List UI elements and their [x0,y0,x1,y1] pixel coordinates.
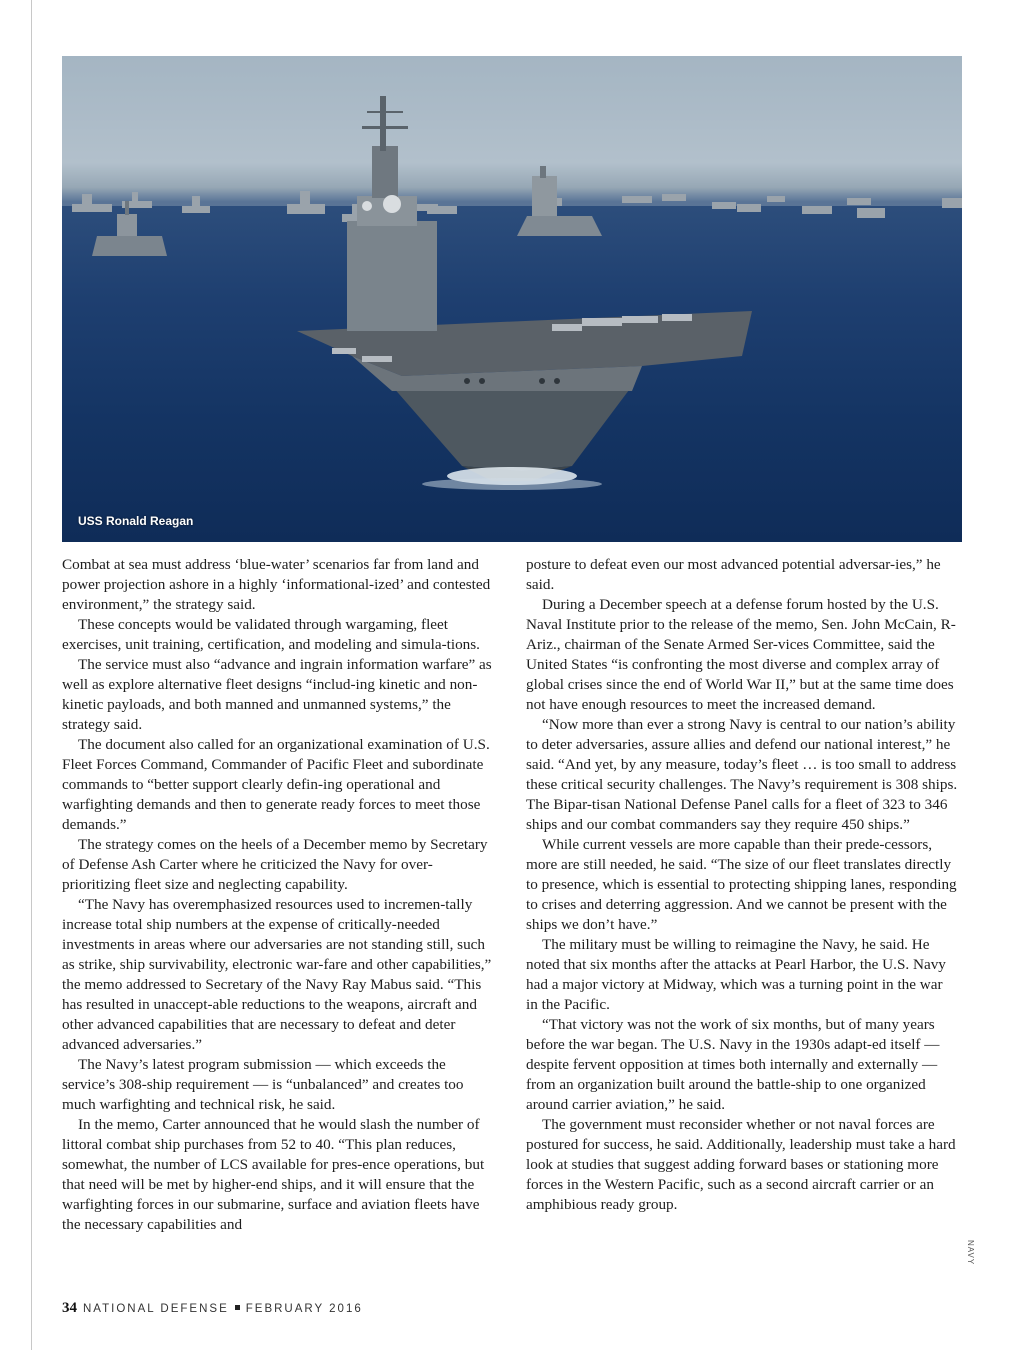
paragraph: The military must be willing to reimagine the Navy, he said. He noted that six months after the attacks at Pearl Harbor, the U.S. Navy had a major victory at Midway, which was a turning point in the war in the Pacific. [526,936,946,1013]
paragraph: “The Navy has overemphasized resources used to incremen-tally increase total ship numbers at the expense of critically-needed investments in areas where our adversaries are not standing still, such as strike, ship survivability, electronic war-fare and other capabilities,” the memo addressed to Secretary of the Navy Ray Mabus said. “This has resulted in unaccept-able reductions to the weapons, aircraft and other advanced capabilities that are necessary to defeat and deter advanced adversaries.” [62,896,492,1053]
page-number: 34 [62,1300,77,1316]
paragraph: The service must also “advance and ingrain information warfare” as well as explore alternative fleet designs “includ-ing kinetic and non-kinetic payloads, and both manned and unmanned systems,” the strategy said. [62,656,492,733]
right-column [526,555,958,1215]
paragraph: The document also called for an organizational examination of U.S. Fleet Forces Command, Commander of Pacific Fleet and subordinate commands to “better support clearly defin-ing operational and warfighting demands and then to generate ready forces to meet those demands.” [62,736,490,833]
paragraph: The strategy comes on the heels of a December memo by Secretary of Defense Ash Carter where he criticized the Navy for over-prioritizing fleet size and neglecting capability. [62,836,488,893]
paragraph: While current vessels are more capable than their prede-cessors, more are still needed, he said. “The size of our fleet translates directly to presence, which is essential to protecting shipping lanes, responding to crises and deterring aggression. And we cannot be present with the ships we don’t have.” [526,836,957,933]
carrier-photo [62,56,962,542]
carrier-illustration [62,56,962,542]
paragraph: In the memo, Carter announced that he would slash the number of littoral combat ship purchases from 52 to 40. “This plan reduces, somewhat, the number of LCS available for pres-ence operations, but that need will be met by higher-end ships, and it will ensure that the warfighting forces in our submarine, surface and aviation fleets have the necessary capabilities and [62,1116,485,1233]
publication-name: NATIONAL DEFENSE [83,1303,229,1315]
paragraph: “That victory was not the work of six months, but of many years before the war began. The U.S. Navy in the 1930s adapt-ed itself — despite fervent opposition at times both internally and externally — from an organization built around the battle-ship to one organized around carrier aviation,” he said. [526,1016,940,1113]
paragraph: The government must reconsider whether or not naval forces are postured for success, he said. Additionally, leadership must take a hard look at studies that suggest adding forward bases or stationing more forces in the Western Pacific, such as a second aircraft carrier or an amphibious ready group. [526,1116,956,1213]
page-edge-rule [31,0,32,1350]
paragraph: These concepts would be validated through wargaming, fleet exercises, unit training, certification, and modeling and simula-tions. [62,616,480,653]
paragraph: posture to defeat even our most advanced potential adversar-ies,” he said. [526,556,941,593]
photo-credit: NAVY [966,1240,975,1266]
paragraph: Combat at sea must address ‘blue-water’ scenarios far from land and power projection ashore in a highly ‘informational-ized’ and contested environment,” the strategy said. [62,556,491,613]
paragraph: During a December speech at a defense forum hosted by the U.S. Naval Institute prior to the release of the memo, Sen. John McCain, R-Ariz., chairman of the Senate Armed Ser-vices Committee, said the United States “is confronting the most diverse and complex array of global crises since the end of World War II,” but at the same time does not have enough resources to meet the increased demand. [526,596,956,713]
paragraph: “Now more than ever a strong Navy is central to our nation’s ability to deter adversaries, assure allies and defend our national interest,” he said. “And yet, by any measure, today’s fleet … is too small to address these critical security challenges. The Navy’s requirement is 308 ships. The Bipar-tisan National Defense Panel calls for a fleet of 323 to 346 ships and our combat commanders say they require 450 ships.” [526,716,958,833]
page-footer [62,1300,363,1317]
left-column [62,555,494,1235]
paragraph: The Navy’s latest program submission — which exceeds the service’s 308-ship requirement — is “unbalanced” and creates too much warfighting and technical risk, he said. [62,1056,464,1113]
footer-separator [235,1305,240,1310]
photo-caption: USS Ronald Reagan [78,514,194,528]
issue-date: FEBRUARY 2016 [245,1303,363,1315]
